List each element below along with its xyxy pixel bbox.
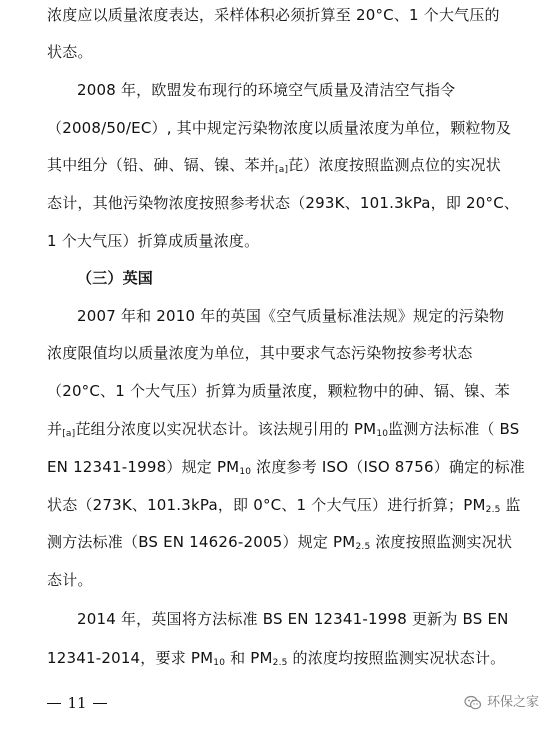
text-line: 浓度限值均以质量浓度为单位，其中要求气态污染物按参考状态	[47, 344, 473, 362]
wechat-icon	[464, 695, 482, 711]
paragraph-first-line: 2007 年和 2010 年的英国《空气质量标准法规》规定的污染物	[77, 307, 505, 325]
footer-dash-right	[93, 703, 107, 704]
paragraph-first-line: 2008 年，欧盟发布现行的环境空气质量及清洁空气指令	[77, 81, 456, 99]
text-line: 浓度应以质量浓度表达，采样体积必须折算至 20°C、1 个大气压的	[47, 6, 500, 24]
text-line: 其中组分（铅、砷、镉、镍、苯并$_{[a]}$芘）浓度按照监测点位的实况状	[47, 156, 501, 175]
page-number: 11	[67, 694, 87, 712]
paragraph-first-line: 2014 年，英国将方法标准 BS EN 12341-1998 更新为 BS EN	[77, 610, 509, 628]
text-line: 态计，其他污染物浓度按照参考状态（293K、101.3kPa，即 20°C、	[47, 194, 520, 212]
text-line: 12341-2014，要求 $PM_{10}$ 和 $PM_{2.5}$ 的浓度均按照监测实况状态计。	[47, 649, 506, 668]
text-line: 状态。	[47, 43, 93, 61]
text-line: 1 个大气压）折算成质量浓度。	[47, 232, 260, 250]
watermark	[464, 694, 539, 712]
text-line: （2008/50/EC）, 其中规定污染物浓度以质量浓度为单位，颗粒物及	[47, 119, 512, 137]
text-line: 态计。	[47, 571, 93, 589]
watermark-text: 环保之家	[486, 695, 539, 710]
text-line: 并$_{[a]}$芘组分浓度以实况状态计。该法规引用的 $PM_{10}$监测方法标准（ BS	[47, 420, 520, 439]
text-line: EN 12341-1998）规定 $PM_{10}$ 浓度参考 ISO（ISO 8756）确定的标准	[47, 458, 525, 477]
text-line: 测方法标准（BS EN 14626-2005）规定 $PM_{2.5}$ 浓度按照监测实况状	[47, 533, 513, 552]
footer-dash-left	[47, 703, 61, 704]
text-line: （20°C、1 个大气压）折算为质量浓度，颗粒物中的砷、镉、镍、苯	[47, 382, 510, 400]
text-line: 状态（273K、101.3kPa，即 0°C、1 个大气压）进行折算；$PM_{2.5}$ 监	[47, 496, 521, 515]
section-heading: （三）英国	[77, 269, 154, 287]
